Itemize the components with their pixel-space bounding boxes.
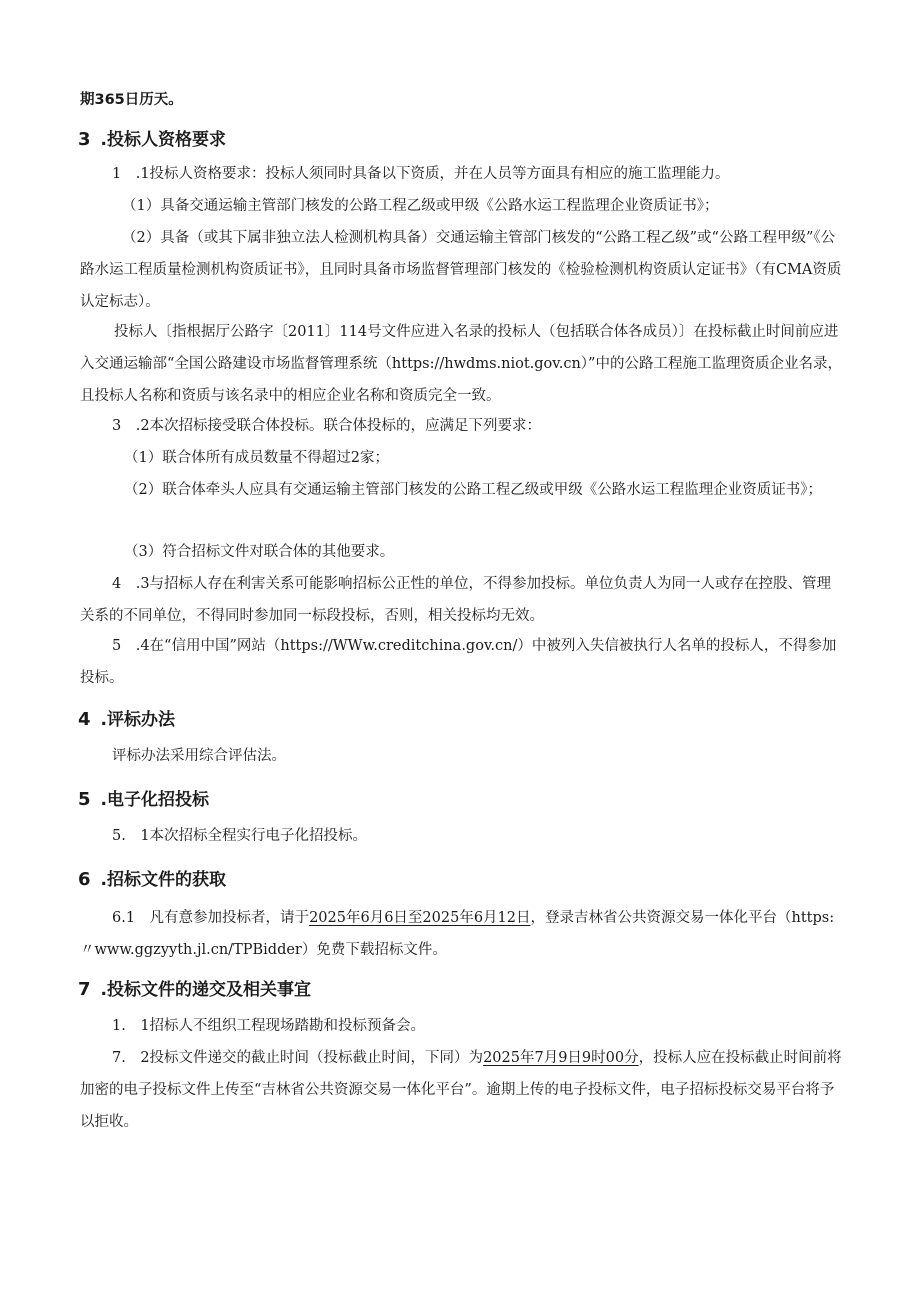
section-3-para-10: 5 .4在“信用中国”网站（https://WWw.creditchina.gov.cn/）中被列入失信被执行人名单的投标人，不得参加投标。 (80, 638, 837, 686)
section-7-para-2-post: ，投标人应在投标截止时间前将加密的电子投标文件上传至“吉林省公共资源交易一体化平台”。逾期上传的电子投标文件，电子招标投标交易平台将予以拒收。 (80, 1050, 842, 1130)
section-6-para-1-post: ，登录吉林省公共资源交易一体化平台（https:〃www.ggzyyth.jl.cn/TPBidder）免费下载招标文件。 (80, 910, 835, 958)
section-7-heading (78, 978, 311, 1002)
section-4-title: .评标办法 (100, 710, 175, 730)
section-5-number: 5 (78, 789, 91, 810)
section-3-heading (78, 128, 226, 152)
section-5-para-1: 5. 1本次招标全程实行电子化招投标。 (112, 828, 368, 844)
section-6-number: 6 (78, 869, 91, 890)
section-3-para-9: 4 .3与招标人存在利害关系可能影响招标公正性的单位，不得参加投标。单位负责人为同一人或存在控股、管理关系的不同单位，不得同时参加同一标段投标，否则，相关投标均无效。 (80, 576, 832, 624)
section-3-para-6: （1）联合体所有成员数量不得超过2家； (124, 450, 389, 466)
intro-text: 期365日历天。 (80, 92, 183, 108)
section-3-para-4: 投标人〔指根据厅公路字〔2011〕114号文件应进入名录的投标人（包括联合体各成员）〕在投标截止时间前应进入交通运输部“全国公路建设市场监督管理系统（https://hwdms.niot.gov.cn）”中的公路工程施工监理资质企业名录，且投标人名称和资质与该名录中的相应企业名称和资质完全一致。 (80, 324, 842, 404)
section-3-para-3: （2）具备（或其下属非独立法人检测机构具备）交通运输主管部门核发的“公路工程乙级”或“公路工程甲级”《公路水运工程质量检测机构资质证书》，且同时具备市场监督管理部门核发的《检验检测机构资质认定证书》（有CMA资质认定标志）。 (80, 230, 842, 310)
section-3-para-7: （2）联合体牵头人应具有交通运输主管部门核发的公路工程乙级或甲级《公路水运工程监理企业资质证书》； (124, 482, 822, 498)
section-3-para-2: （1）具备交通运输主管部门核发的公路工程乙级或甲级《公路水运工程监理企业资质证书》； (122, 198, 719, 214)
section-6-title: .招标文件的获取 (100, 870, 226, 890)
section-6-para-1-pre: 6.1 凡有意参加投标者，请于 (112, 910, 310, 926)
bid-deadline: 2025年7月9日9时00分 (483, 1050, 639, 1066)
section-3-para-5: 3 .2本次招标接受联合体投标。联合体投标的，应满足下列要求： (112, 418, 542, 434)
section-3-para-8: （3）符合招标文件对联合体的其他要求。 (124, 544, 395, 560)
section-6-para-1 (80, 902, 842, 966)
section-6-heading (78, 868, 226, 892)
section-5-title: .电子化招投标 (100, 790, 209, 810)
section-4-number: 4 (78, 709, 91, 730)
registration-period: 2025年6月6日至2025年6月12日 (309, 910, 531, 926)
section-3-number: 3 (78, 129, 91, 150)
section-7-number: 7 (78, 979, 91, 1000)
section-3-para-1: 1 .1投标人资格要求：投标人须同时具备以下资质，并在人员等方面具有相应的施工监理能力。 (112, 166, 730, 182)
section-7-para-1: 1. 1招标人不组织工程现场踏勘和投标预备会。 (112, 1018, 426, 1034)
section-4-heading (78, 708, 175, 732)
section-7-title: .投标文件的递交及相关事宜 (100, 980, 311, 1000)
section-7-para-2-pre: 7. 2投标文件递交的截止时间（投标截止时间，下同）为 (112, 1050, 484, 1066)
section-5-heading (78, 788, 209, 812)
section-4-para-1: 评标办法采用综合评估法。 (112, 748, 286, 764)
section-7-para-2 (80, 1042, 842, 1138)
section-3-title: .投标人资格要求 (100, 130, 226, 150)
